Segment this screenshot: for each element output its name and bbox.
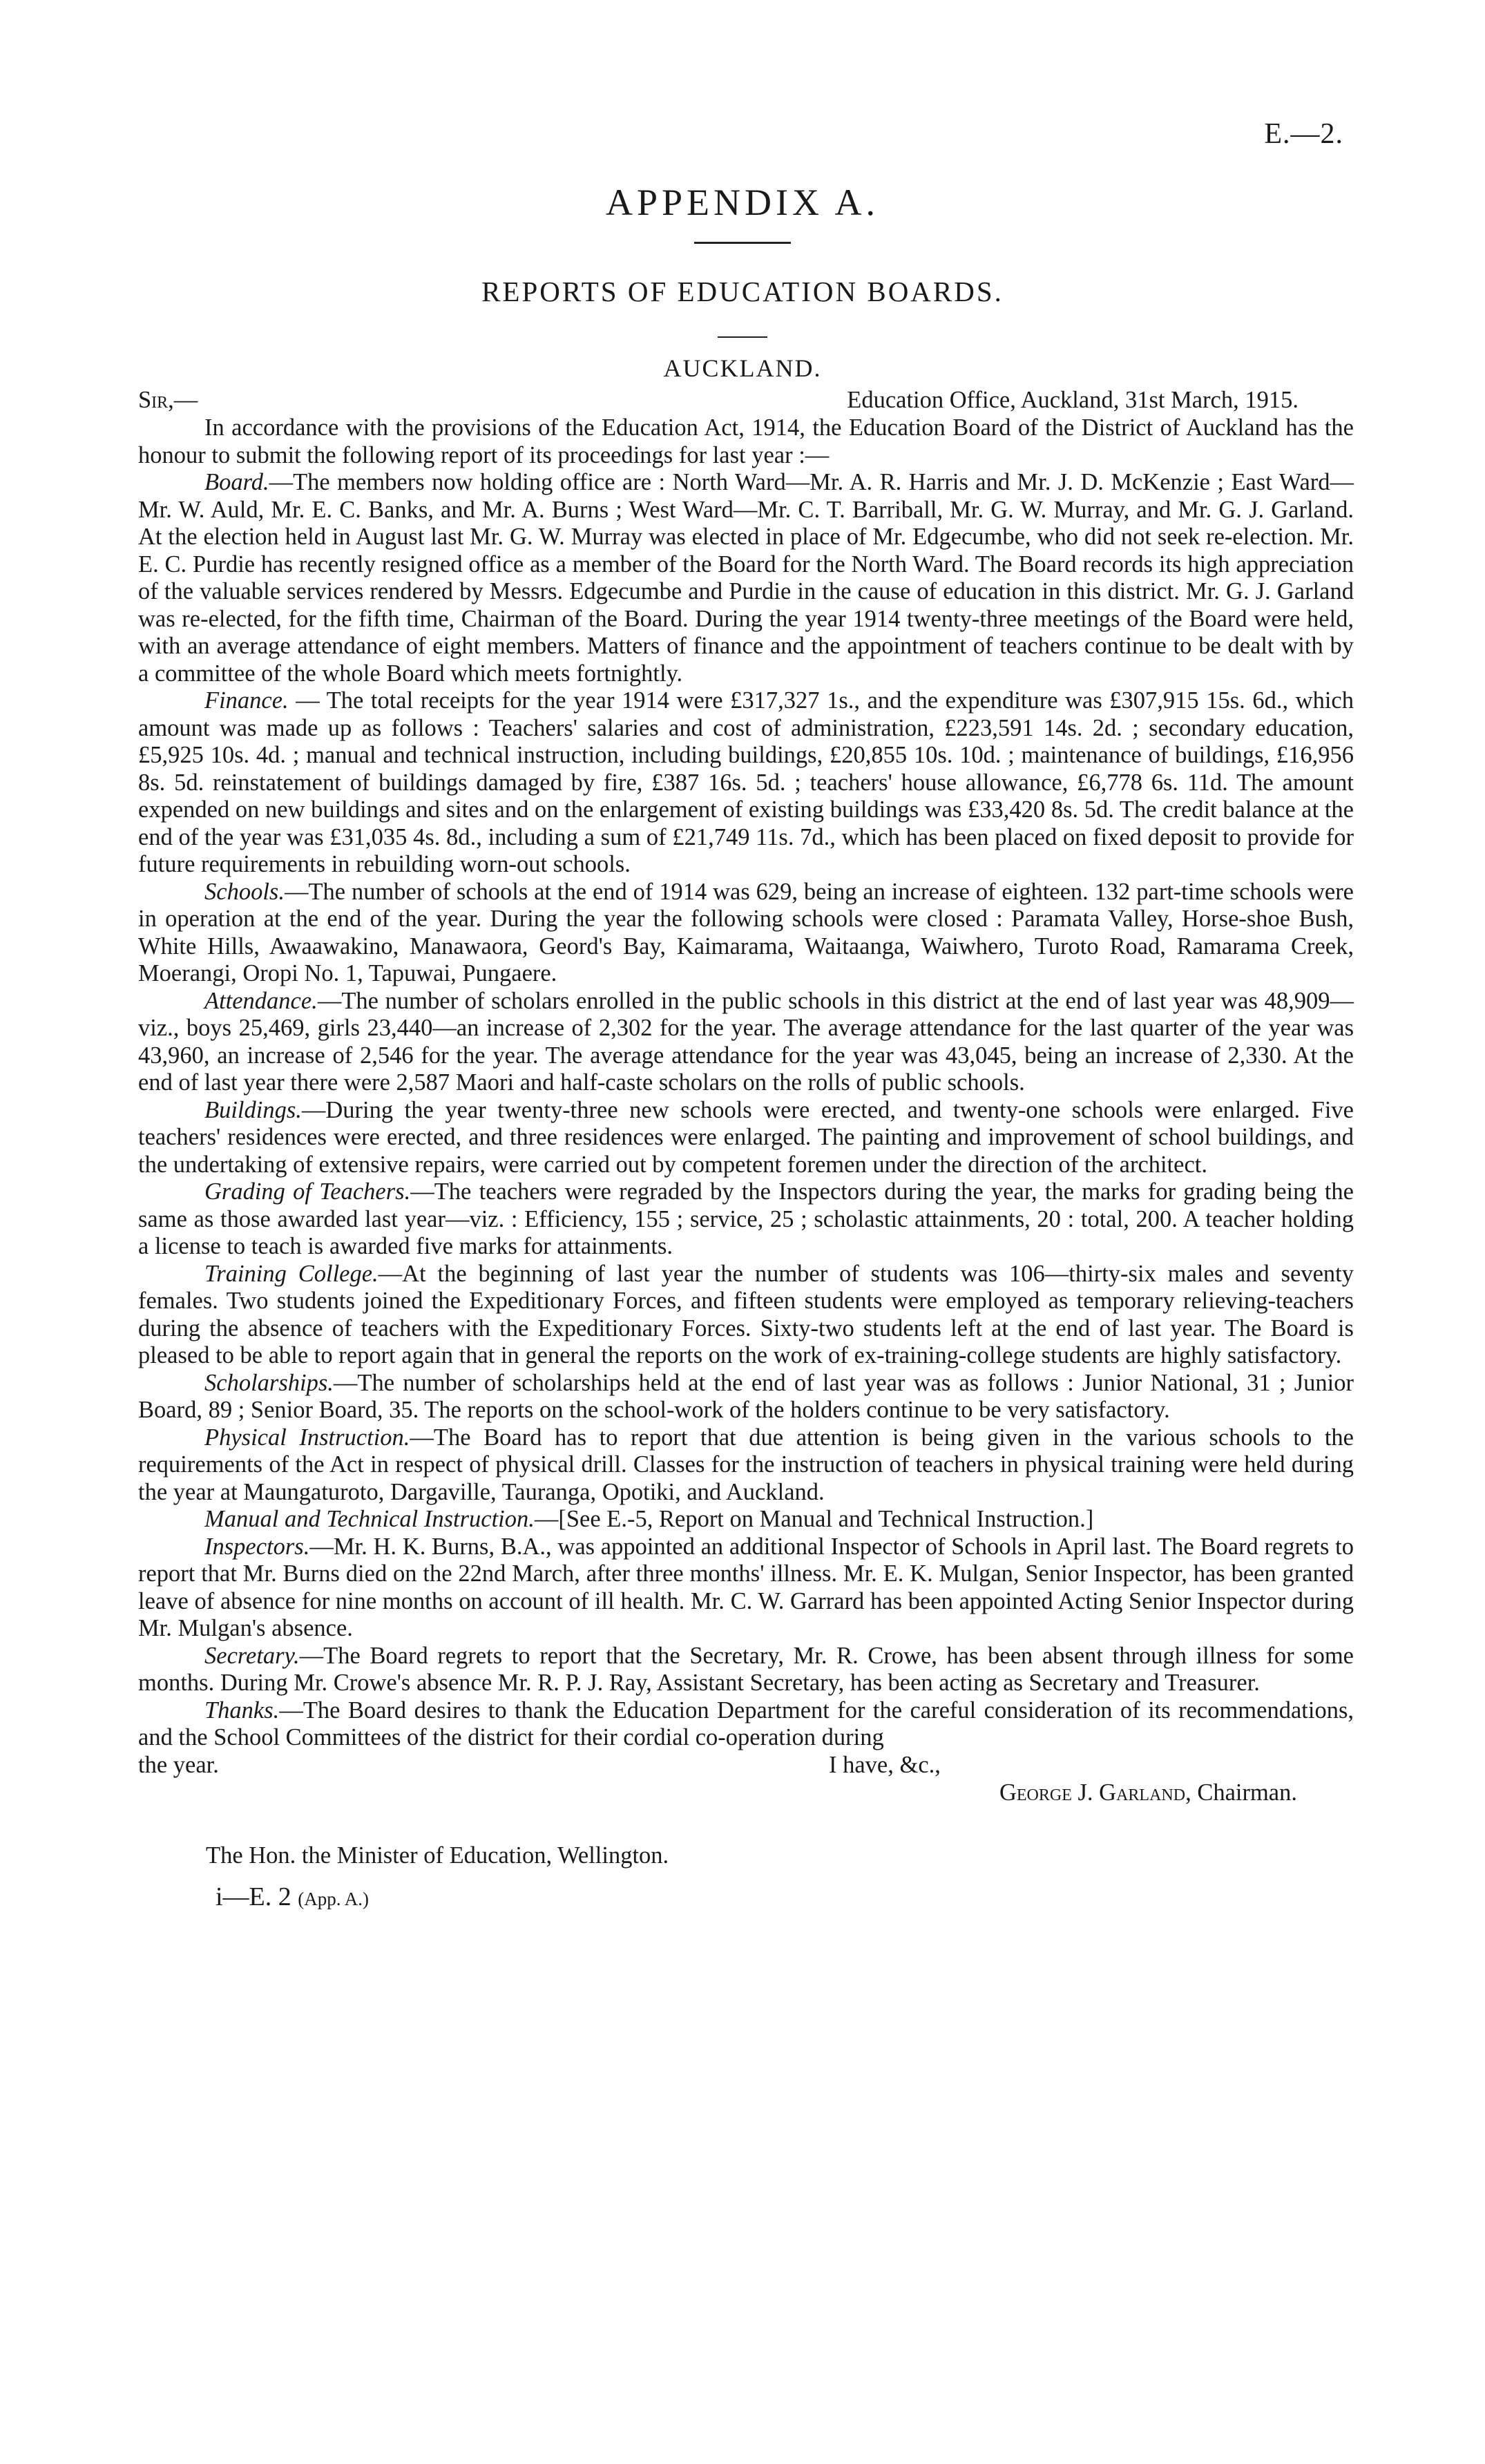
paragraph-schools (138, 879, 1354, 988)
addressee: The Hon. the Minister of Education, Wellington. (206, 1842, 669, 1869)
paragraph-text: —The number of schools at the end of 1914 was 629, being an increase of eighteen. 132 part-time schools were in operation at the end of the year. During the year the following schools were closed : Paramata Valley, Horse-shoe Bush, White Hills, Awaawakino, Manawaora, Geord's Bay, Kaimarama, Waitaanga, Waiwhero, Turoto Road, Ramarama Creek, Moerangi, Oropi No. 1, Tapuwai, Pungaere. (138, 878, 1354, 986)
signature (138, 1779, 1354, 1807)
paragraph-text: —The number of scholars enrolled in the public schools in this district at the end of last year was 48,909—viz., boys 25,469, girls 23,440—an increase of 2,302 for the year. The average attendance for the last quarter of the year was 43,960, an increase of 2,546 for the year. The average attendance for the year was 43,045, being an increase of 2,330. At the end of last year there were 2,587 Maori and half-caste scholars on the rolls of public schools. (138, 987, 1354, 1096)
paragraph-text: —[See E.-5, Report on Manual and Technical Instruction.] (534, 1506, 1094, 1532)
paragraph-secretary (138, 1643, 1354, 1697)
valediction: I have, &c., (829, 1751, 941, 1778)
section-title: REPORTS OF EDUCATION BOARDS. (481, 276, 1004, 307)
paragraph-training-college (138, 1261, 1354, 1370)
paragraph-heading: Manual and Technical Instruction. (204, 1506, 535, 1532)
paragraph-heading: Secretary. (204, 1642, 300, 1669)
paragraph-thanks (138, 1697, 1354, 1752)
paragraph-heading: Attendance. (204, 987, 318, 1014)
paragraph-manual-technical (138, 1506, 1354, 1534)
paragraph-text: —The number of scholarships held at the end of last year was as follows : Junior National, 31 ; Junior Board, 89 ; Senior Board, 35. The reports on the school-work of the holders continue to be very satisfactory. (138, 1369, 1354, 1423)
paragraph-inspectors (138, 1534, 1354, 1643)
paragraph-heading: Physical Instruction. (204, 1424, 410, 1451)
footer-reference (215, 1884, 1354, 1913)
signature-title: , Chairman. (1185, 1779, 1297, 1806)
paragraph-text: —During the year twenty-three new schools were erected, and twenty-one schools were enlarged. Five teachers' residences were erected, and three residences were enlarged. The painting and improvement of school buildings, and the undertaking of extensive repairs, were carried out by competent foremen under the direction of the architect. (138, 1096, 1354, 1178)
paragraph-text: —The Board has to report that due attention is being given in the various schools to the requirements of the Act in respect of physical drill. Classes for the instruction of teachers in physical training were held during the year at Maungaturoto, Dargaville, Tauranga, Opotiki, and Auckland. (138, 1424, 1354, 1505)
paragraph-scholarships (138, 1370, 1354, 1424)
paragraph-heading: Finance. (204, 687, 289, 714)
paragraph-board (138, 469, 1354, 687)
closing-row (138, 1752, 1354, 1779)
paragraph-physical-instruction (138, 1424, 1354, 1507)
paragraph-buildings (138, 1097, 1354, 1179)
letter-body (138, 387, 1354, 1913)
paragraph-heading: Schools. (204, 878, 285, 905)
paragraph-heading: Board. (204, 469, 269, 495)
paragraph-attendance (138, 988, 1354, 1097)
paragraph-heading: Inspectors. (204, 1533, 310, 1560)
paragraph-heading: Scholarships. (204, 1369, 334, 1396)
footer-ref-small: (App. A.) (298, 1888, 370, 1909)
section-rule (718, 336, 767, 338)
paragraph-heading: Grading of Teachers. (204, 1178, 411, 1205)
signature-name: George J. Garland (999, 1779, 1186, 1806)
footer-ref-main: i—E. 2 (215, 1882, 291, 1911)
title-rule (694, 242, 791, 244)
closing-text: the year. (138, 1751, 219, 1778)
paragraph-finance (138, 687, 1354, 879)
appendix-title: APPENDIX A. (605, 182, 880, 223)
paragraph-text: —Mr. H. K. Burns, B.A., was appointed an additional Inspector of Schools in April last. The Board regrets to report that Mr. Burns died on the 22nd March, after three months' illness. Mr. E. K. Mulgan, Senior Inspector, has been granted leave of absence for nine months on account of ill health. Mr. C. W. Garrard has been appointed Acting Senior Inspector during Mr. Mulgan's absence. (138, 1533, 1354, 1641)
paragraph-text: —The teachers were regraded by the Inspectors during the year, the marks for grading being the same as those awarded last year—viz. : Efficiency, 155 ; service, 25 ; scholastic attainments, 20 : total, 200. A teacher holding a license to teach is awarded five marks for attainments. (138, 1178, 1354, 1259)
paragraph-text: — The total receipts for the year 1914 were £317,327 1s., and the expenditure was £307,915 15s. 6d., which amount was made up as follows : Teachers' salaries and cost of administration, £223,591 14s. 2d. ; secondary education, £5,925 10s. 4d. ; manual and technical instruction, including buildings, £20,855 10s. 10d. ; maintenance of buildings, £16,956 8s. 5d. reinstatement of buildings damaged by fire, £387 16s. 5d. ; teachers' house allowance, £6,778 6s. 11d. The amount expended on new buildings and sites and on the enlargement of existing buildings was £33,420 8s. 5d. The credit balance at the end of the year was £31,035 4s. 8d., including a sum of £21,749 11s. 7d., which has been placed on fixed deposit to provide for future requirements in rebuilding worn-out schools. (138, 687, 1354, 877)
page-reference: E.—2. (1264, 118, 1343, 150)
paragraph-text: —The Board regrets to report that the Secretary, Mr. R. Crowe, has been absent through illness for some months. During Mr. Crowe's absence Mr. R. P. J. Ray, Assistant Secretary, has been acting as Secretary and Treasurer. (138, 1642, 1354, 1696)
dateline: Education Office, Auckland, 31st March, 1915. (847, 387, 1299, 413)
paragraph-heading: Thanks. (204, 1697, 280, 1723)
district-title: AUCKLAND. (663, 354, 822, 382)
intro-paragraph: In accordance with the provisions of the Education Act, 1914, the Education Board of the District of Auckland has the honour to submit the following report of its proceedings for last year :— (138, 414, 1354, 468)
paragraph-grading (138, 1178, 1354, 1261)
paragraph-text: —The members now holding office are : North Ward—Mr. A. R. Harris and Mr. J. D. McKenzie ; East Ward—Mr. W. Auld, Mr. E. C. Banks, and Mr. A. Burns ; West Ward—Mr. C. T. Barriball, Mr. G. W. Murray, and Mr. G. J. Garland. At the election held in August last Mr. G. W. Murray was elected in place of Mr. Edgecumbe, who did not seek re-election. Mr. E. C. Purdie has recently resigned office as a member of the Board for the North Ward. The Board records its high appreciation of the valuable services rendered by Messrs. Edgecumbe and Purdie in the cause of education in this district. Mr. G. J. Garland was re-elected, for the fifth time, Chairman of the Board. During the year 1914 twenty-three meetings of the Board were held, with an average attendance of eight members. Matters of finance and the appointment of teachers continue to be dealt with by a committee of the whole Board which meets fortnightly. (138, 469, 1354, 687)
salutation: Sir,— (138, 387, 198, 413)
paragraph-heading: Training College. (204, 1260, 379, 1287)
paragraph-text: —The Board desires to thank the Education Department for the careful consideration of its recommendations, and the School Committees of the district for their cordial co-operation during (138, 1697, 1354, 1750)
salutation-row (138, 387, 1354, 414)
paragraph-heading: Buildings. (204, 1096, 302, 1123)
paragraph-text: —At the beginning of last year the number of students was 106—thirty-six males and seventy females. Two students joined the Expeditionary Forces, and fifteen students were employed as temporary relieving-teachers during the absence of teachers with the Expeditionary Forces. Sixty-two students left at the end of last year. The Board is pleased to be able to report again that in general the reports on the work of ex-training-college students are highly satisfactory. (138, 1260, 1354, 1368)
